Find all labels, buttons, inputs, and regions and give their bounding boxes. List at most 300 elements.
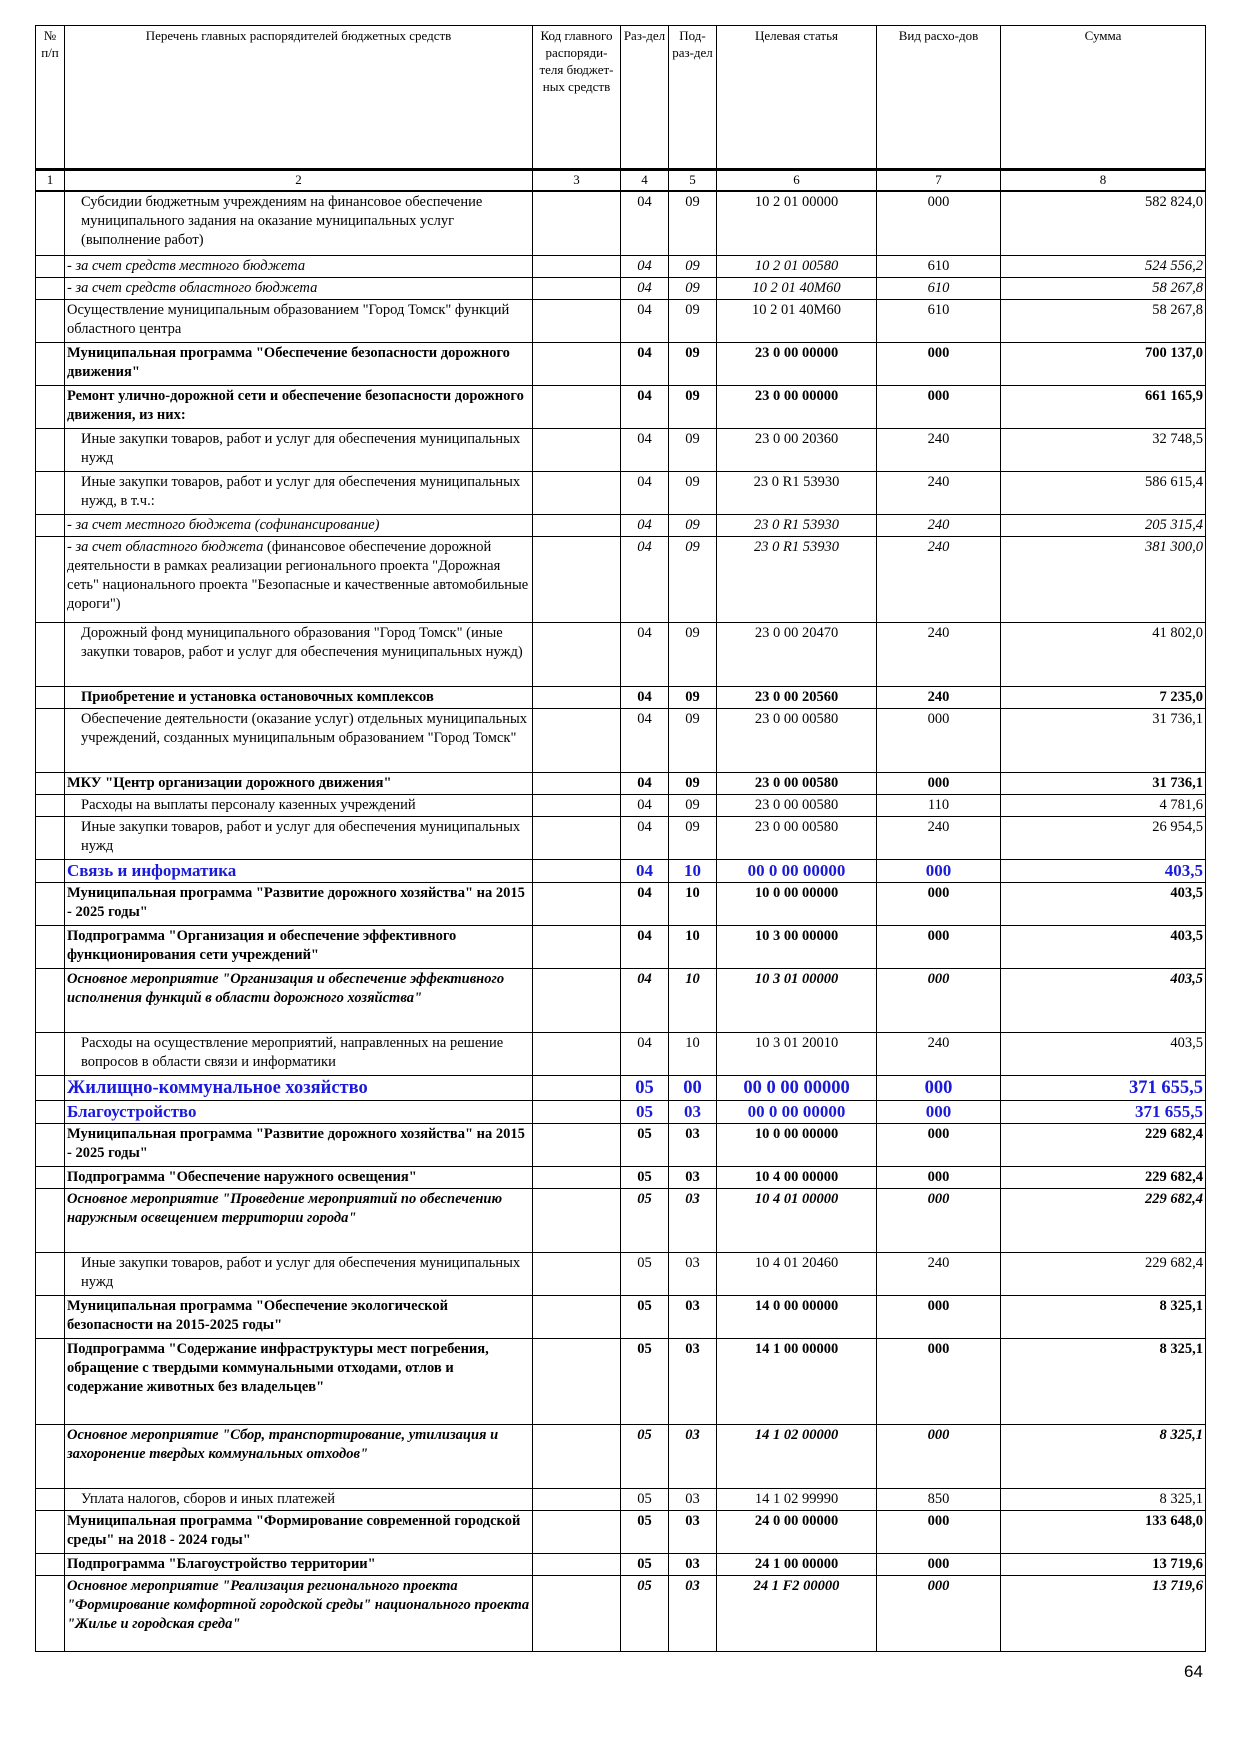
row-expense-type-cell: 000: [877, 1510, 1001, 1553]
row-number-cell: [36, 1075, 65, 1100]
row-sum-cell: 58 267,8: [1001, 277, 1206, 299]
row-target-article-cell: 00 0 00 00000: [717, 1100, 877, 1123]
row-name: Ремонт улично-дорожной сети и обеспечение безопасности дорожного движения, из них:: [67, 387, 524, 423]
row-sum-cell: 229 682,4: [1001, 1252, 1206, 1295]
column-number: 1: [36, 170, 65, 192]
table-row: [36, 299, 1206, 342]
row-expense-type-cell: 240: [877, 536, 1001, 622]
row-expense-type-cell: 000: [877, 1100, 1001, 1123]
header-sum: Сумма: [1001, 26, 1206, 170]
table-row: [36, 1510, 1206, 1553]
row-code-cell: [533, 1075, 621, 1100]
row-target-article-cell: 23 0 00 00580: [717, 772, 877, 794]
row-sum-cell: 205 315,4: [1001, 514, 1206, 536]
table-row: [36, 536, 1206, 622]
row-name: Муниципальная программа "Развитие дорожного хозяйства" на 2015 - 2025 годы": [67, 884, 525, 920]
row-name: Субсидии бюджетным учреждениям на финансовое обеспечение муниципального задания на оказание муниципальных услуг (выполнение работ): [81, 194, 483, 248]
row-name-cell: [65, 1295, 533, 1338]
row-sum-cell: 582 824,0: [1001, 191, 1206, 255]
row-target-article-cell: 24 1 00 00000: [717, 1553, 877, 1575]
table-row: [36, 1166, 1206, 1188]
table-row: [36, 1252, 1206, 1295]
row-number-cell: [36, 968, 65, 1032]
row-expense-type-cell: 240: [877, 471, 1001, 514]
row-target-article-cell: 23 0 00 00580: [717, 794, 877, 816]
row-expense-type-cell: 240: [877, 514, 1001, 536]
row-code-cell: [533, 514, 621, 536]
table-row: [36, 255, 1206, 277]
row-name-cell: [65, 622, 533, 686]
row-sum-cell: 31 736,1: [1001, 708, 1206, 772]
row-number-cell: [36, 816, 65, 859]
row-subsection-cell: 09: [669, 385, 717, 428]
row-number-cell: [36, 1488, 65, 1510]
row-code-cell: [533, 794, 621, 816]
row-expense-type-cell: 000: [877, 708, 1001, 772]
row-code-cell: [533, 1032, 621, 1075]
row-number-cell: [36, 514, 65, 536]
row-sum-cell: 403,5: [1001, 925, 1206, 968]
row-section-cell: 05: [621, 1488, 669, 1510]
row-name: Иные закупки товаров, работ и услуг для обеспечения муниципальных нужд: [81, 430, 521, 466]
row-name: Расходы на выплаты персоналу казенных учреждений: [81, 796, 416, 813]
row-target-article-cell: 23 0 00 00580: [717, 708, 877, 772]
row-number-cell: [36, 428, 65, 471]
table-row: [36, 968, 1206, 1032]
row-sum-cell: 661 165,9: [1001, 385, 1206, 428]
row-expense-type-cell: 850: [877, 1488, 1001, 1510]
row-sum-cell: 403,5: [1001, 882, 1206, 925]
row-target-article-cell: 10 3 01 20010: [717, 1032, 877, 1075]
row-subsection-cell: 09: [669, 277, 717, 299]
row-target-article-cell: 24 1 F2 00000: [717, 1575, 877, 1651]
row-subsection-cell: 10: [669, 882, 717, 925]
row-number-cell: [36, 1032, 65, 1075]
table-row: [36, 1424, 1206, 1488]
row-section-cell: 04: [621, 968, 669, 1032]
row-name-cell: [65, 1553, 533, 1575]
row-sum-cell: 26 954,5: [1001, 816, 1206, 859]
row-code-cell: [533, 1575, 621, 1651]
row-sum-cell: 4 781,6: [1001, 794, 1206, 816]
table-row: [36, 1100, 1206, 1123]
budget-table-sheet: [35, 25, 1205, 1652]
row-name: Муниципальная программа "Развитие дорожного хозяйства" на 2015 - 2025 годы": [67, 1125, 525, 1161]
row-target-article-cell: 10 2 01 00580: [717, 255, 877, 277]
row-subsection-cell: 10: [669, 1032, 717, 1075]
row-expense-type-cell: 240: [877, 622, 1001, 686]
row-number-cell: [36, 191, 65, 255]
row-sum-cell: 13 719,6: [1001, 1553, 1206, 1575]
table-row: [36, 1123, 1206, 1166]
header-target-article: Целевая статья: [717, 26, 877, 170]
row-name: - за счет средств областного бюджета: [67, 279, 318, 296]
row-code-cell: [533, 1338, 621, 1424]
row-target-article-cell: 10 3 00 00000: [717, 925, 877, 968]
row-code-cell: [533, 255, 621, 277]
row-code-cell: [533, 342, 621, 385]
row-name: Подпрограмма "Благоустройство территории": [67, 1555, 376, 1572]
row-name: Подпрограмма "Обеспечение наружного освещения": [67, 1168, 417, 1185]
row-code-cell: [533, 1252, 621, 1295]
row-section-cell: 05: [621, 1338, 669, 1424]
budget-table: [35, 25, 1206, 1652]
column-number: 2: [65, 170, 533, 192]
row-name-cell: [65, 794, 533, 816]
row-section-cell: 04: [621, 794, 669, 816]
header-subsection: Под-раз-дел: [669, 26, 717, 170]
table-row: [36, 428, 1206, 471]
row-target-article-cell: 14 1 02 99990: [717, 1488, 877, 1510]
row-subsection-cell: 09: [669, 342, 717, 385]
row-target-article-cell: 10 3 01 00000: [717, 968, 877, 1032]
table-row: [36, 1338, 1206, 1424]
row-target-article-cell: 14 0 00 00000: [717, 1295, 877, 1338]
row-subsection-cell: 10: [669, 925, 717, 968]
row-number-cell: [36, 1252, 65, 1295]
row-expense-type-cell: 110: [877, 794, 1001, 816]
row-section-cell: 04: [621, 772, 669, 794]
row-name: Подпрограмма "Организация и обеспечение эффективного функционирования сети учреждений": [67, 927, 457, 963]
row-section-cell: 04: [621, 255, 669, 277]
row-expense-type-cell: 000: [877, 1575, 1001, 1651]
row-number-cell: [36, 1575, 65, 1651]
row-name: - за счет местного бюджета (софинансирование): [67, 516, 380, 533]
row-number-cell: [36, 1553, 65, 1575]
row-name: Жилищно-коммунальное хозяйство: [67, 1077, 368, 1098]
row-subsection-cell: 09: [669, 794, 717, 816]
row-number-cell: [36, 1338, 65, 1424]
row-name-cell: [65, 968, 533, 1032]
table-row: [36, 514, 1206, 536]
row-name-cell: [65, 299, 533, 342]
row-name-cell: [65, 191, 533, 255]
row-code-cell: [533, 1100, 621, 1123]
row-expense-type-cell: 610: [877, 255, 1001, 277]
table-row: [36, 816, 1206, 859]
row-number-cell: [36, 342, 65, 385]
row-sum-cell: 403,5: [1001, 1032, 1206, 1075]
row-number-cell: [36, 622, 65, 686]
row-number-cell: [36, 925, 65, 968]
row-section-cell: 04: [621, 1032, 669, 1075]
row-section-cell: 04: [621, 686, 669, 708]
table-body: [36, 191, 1206, 1651]
row-name: МКУ "Центр организации дорожного движения": [67, 774, 392, 791]
row-subsection-cell: 09: [669, 471, 717, 514]
row-code-cell: [533, 859, 621, 882]
row-subsection-cell: 03: [669, 1553, 717, 1575]
row-subsection-cell: 09: [669, 536, 717, 622]
row-name-cell: [65, 816, 533, 859]
row-number-cell: [36, 1100, 65, 1123]
row-code-cell: [533, 536, 621, 622]
row-sum-cell: 8 325,1: [1001, 1424, 1206, 1488]
header-code: Код главного распоряди-теля бюджет-ных средств: [533, 26, 621, 170]
row-name-cell: [65, 1488, 533, 1510]
row-number-cell: [36, 299, 65, 342]
row-name-cell: [65, 925, 533, 968]
row-expense-type-cell: 240: [877, 1032, 1001, 1075]
row-name-cell: [65, 536, 533, 622]
row-sum-cell: 7 235,0: [1001, 686, 1206, 708]
row-sum-cell: 700 137,0: [1001, 342, 1206, 385]
row-subsection-cell: 09: [669, 514, 717, 536]
row-target-article-cell: 23 0 00 00000: [717, 385, 877, 428]
row-expense-type-cell: 240: [877, 1252, 1001, 1295]
row-expense-type-cell: 000: [877, 1166, 1001, 1188]
row-sum-cell: 31 736,1: [1001, 772, 1206, 794]
row-target-article-cell: 23 0 00 20560: [717, 686, 877, 708]
row-target-article-cell: 23 0 00 00580: [717, 816, 877, 859]
table-row: [36, 859, 1206, 882]
row-name-cell: [65, 686, 533, 708]
row-name-cell: [65, 1510, 533, 1553]
row-section-cell: 04: [621, 385, 669, 428]
row-name-cell: [65, 1338, 533, 1424]
row-target-article-cell: 14 1 00 00000: [717, 1338, 877, 1424]
table-row: [36, 1188, 1206, 1252]
row-name: Подпрограмма "Содержание инфраструктуры мест погребения, обращение с твердыми коммунальными отходами, отлов и содержание животных без владельцев": [67, 1340, 489, 1395]
row-target-article-cell: 23 0 00 20360: [717, 428, 877, 471]
row-expense-type-cell: 610: [877, 299, 1001, 342]
row-subsection-cell: 03: [669, 1252, 717, 1295]
row-code-cell: [533, 968, 621, 1032]
row-subsection-cell: 10: [669, 968, 717, 1032]
row-name: Расходы на осуществление мероприятий, направленных на решение вопросов в области связи и информатики: [81, 1034, 504, 1070]
row-name-tail: (финансовое обеспечение дорожной деятельности в рамках реализации регионального проекта "Дорожная сеть" национального проекта "Безопасные и качественные автомобильные дороги"): [67, 538, 529, 612]
row-section-cell: 05: [621, 1252, 669, 1295]
row-sum-cell: 229 682,4: [1001, 1123, 1206, 1166]
row-subsection-cell: 03: [669, 1338, 717, 1424]
table-row: [36, 794, 1206, 816]
row-name: Уплата налогов, сборов и иных платежей: [81, 1490, 335, 1507]
row-subsection-cell: 03: [669, 1295, 717, 1338]
row-expense-type-cell: 000: [877, 191, 1001, 255]
table-row: [36, 385, 1206, 428]
row-section-cell: 04: [621, 859, 669, 882]
header-recipients: Перечень главных распорядителей бюджетных средств: [65, 26, 533, 170]
row-subsection-cell: 10: [669, 859, 717, 882]
row-name: Иные закупки товаров, работ и услуг для обеспечения муниципальных нужд: [81, 1254, 521, 1290]
row-target-article-cell: 00 0 00 00000: [717, 1075, 877, 1100]
row-section-cell: 04: [621, 816, 669, 859]
column-number: 5: [669, 170, 717, 192]
row-target-article-cell: 10 4 01 20460: [717, 1252, 877, 1295]
row-code-cell: [533, 622, 621, 686]
row-name: Муниципальная программа "Обеспечение безопасности дорожного движения": [67, 344, 510, 380]
row-name-cell: [65, 1575, 533, 1651]
row-subsection-cell: 09: [669, 686, 717, 708]
column-number-row: [36, 170, 1206, 192]
row-name-cell: [65, 859, 533, 882]
row-section-cell: 04: [621, 191, 669, 255]
table-row: [36, 686, 1206, 708]
row-number-cell: [36, 385, 65, 428]
row-sum-cell: 8 325,1: [1001, 1338, 1206, 1424]
row-section-cell: 04: [621, 342, 669, 385]
row-name: Основное мероприятие "Сбор, транспортирование, утилизация и захоронение твердых коммунальных отходов": [67, 1426, 499, 1462]
row-name-cell: [65, 514, 533, 536]
row-sum-cell: 13 719,6: [1001, 1575, 1206, 1651]
row-code-cell: [533, 816, 621, 859]
row-expense-type-cell: 000: [877, 1188, 1001, 1252]
row-number-cell: [36, 255, 65, 277]
row-name: Муниципальная программа "Формирование современной городской среды" на 2018 - 2024 годы": [67, 1512, 521, 1548]
row-code-cell: [533, 1488, 621, 1510]
row-section-cell: 04: [621, 299, 669, 342]
row-name: Основное мероприятие "Организация и обеспечение эффективного исполнения функций в области дорожного хозяйства": [67, 970, 505, 1006]
row-sum-cell: 229 682,4: [1001, 1166, 1206, 1188]
table-row: [36, 471, 1206, 514]
row-section-cell: 05: [621, 1295, 669, 1338]
row-sum-cell: 133 648,0: [1001, 1510, 1206, 1553]
row-section-cell: 05: [621, 1575, 669, 1651]
row-number-cell: [36, 794, 65, 816]
row-name-cell: [65, 1075, 533, 1100]
row-name-cell: [65, 1123, 533, 1166]
row-subsection-cell: 03: [669, 1488, 717, 1510]
row-name-cell: [65, 1424, 533, 1488]
row-name: - за счет областного бюджета: [67, 538, 264, 555]
row-expense-type-cell: 000: [877, 385, 1001, 428]
row-expense-type-cell: 240: [877, 428, 1001, 471]
row-name-cell: [65, 471, 533, 514]
table-header-row: [36, 26, 1206, 170]
row-target-article-cell: 10 0 00 00000: [717, 882, 877, 925]
row-code-cell: [533, 277, 621, 299]
row-number-cell: [36, 471, 65, 514]
row-section-cell: 04: [621, 428, 669, 471]
table-row: [36, 1075, 1206, 1100]
row-section-cell: 05: [621, 1510, 669, 1553]
row-expense-type-cell: 000: [877, 1553, 1001, 1575]
row-target-article-cell: 23 0 R1 53930: [717, 471, 877, 514]
row-section-cell: 04: [621, 536, 669, 622]
column-number: 8: [1001, 170, 1206, 192]
row-name: Дорожный фонд муниципального образования "Город Томск" (иные закупки товаров, работ и услуг для обеспечения муниципальных нужд): [81, 624, 523, 660]
column-number: 6: [717, 170, 877, 192]
row-expense-type-cell: 000: [877, 1123, 1001, 1166]
row-name: Основное мероприятие "Проведение мероприятий по обеспечению наружным освещением территории города": [67, 1190, 503, 1226]
row-name: Муниципальная программа "Обеспечение экологической безопасности на 2015-2025 годы": [67, 1297, 448, 1333]
row-number-cell: [36, 708, 65, 772]
row-name-cell: [65, 1188, 533, 1252]
row-subsection-cell: 09: [669, 191, 717, 255]
row-section-cell: 04: [621, 514, 669, 536]
row-code-cell: [533, 772, 621, 794]
row-number-cell: [36, 1424, 65, 1488]
row-expense-type-cell: 000: [877, 772, 1001, 794]
row-name: Иные закупки товаров, работ и услуг для обеспечения муниципальных нужд, в т.ч.:: [81, 473, 521, 509]
row-name-cell: [65, 277, 533, 299]
row-code-cell: [533, 708, 621, 772]
row-expense-type-cell: 000: [877, 1295, 1001, 1338]
row-subsection-cell: 09: [669, 622, 717, 686]
row-code-cell: [533, 428, 621, 471]
row-sum-cell: 403,5: [1001, 968, 1206, 1032]
row-expense-type-cell: 000: [877, 925, 1001, 968]
row-name-cell: [65, 708, 533, 772]
row-name: Осуществление муниципальным образованием "Город Томск" функций областного центра: [67, 301, 510, 337]
table-row: [36, 191, 1206, 255]
row-code-cell: [533, 882, 621, 925]
row-subsection-cell: 09: [669, 708, 717, 772]
row-subsection-cell: 09: [669, 428, 717, 471]
row-code-cell: [533, 1123, 621, 1166]
row-subsection-cell: 03: [669, 1188, 717, 1252]
table-row: [36, 277, 1206, 299]
row-name-cell: [65, 1032, 533, 1075]
row-sum-cell: 41 802,0: [1001, 622, 1206, 686]
row-section-cell: 05: [621, 1424, 669, 1488]
row-expense-type-cell: 000: [877, 342, 1001, 385]
row-target-article-cell: 23 0 R1 53930: [717, 536, 877, 622]
row-section-cell: 04: [621, 882, 669, 925]
table-row: [36, 925, 1206, 968]
header-expense-type: Вид расхо-дов: [877, 26, 1001, 170]
table-row: [36, 1295, 1206, 1338]
row-name: Благоустройство: [67, 1101, 197, 1121]
table-row: [36, 882, 1206, 925]
row-sum-cell: 381 300,0: [1001, 536, 1206, 622]
row-sum-cell: 403,5: [1001, 859, 1206, 882]
row-target-article-cell: 24 0 00 00000: [717, 1510, 877, 1553]
table-row: [36, 1032, 1206, 1075]
row-name-cell: [65, 882, 533, 925]
row-section-cell: 04: [621, 277, 669, 299]
row-sum-cell: 371 655,5: [1001, 1100, 1206, 1123]
row-expense-type-cell: 000: [877, 968, 1001, 1032]
row-target-article-cell: 10 2 01 40М60: [717, 299, 877, 342]
table-row: [36, 1488, 1206, 1510]
row-code-cell: [533, 1424, 621, 1488]
row-section-cell: 05: [621, 1100, 669, 1123]
row-target-article-cell: 10 4 00 00000: [717, 1166, 877, 1188]
row-subsection-cell: 09: [669, 816, 717, 859]
row-expense-type-cell: 240: [877, 686, 1001, 708]
row-code-cell: [533, 385, 621, 428]
row-subsection-cell: 03: [669, 1123, 717, 1166]
header-number: № п/п: [36, 26, 65, 170]
row-target-article-cell: 10 2 01 00000: [717, 191, 877, 255]
row-name-cell: [65, 772, 533, 794]
row-number-cell: [36, 536, 65, 622]
row-target-article-cell: 10 4 01 00000: [717, 1188, 877, 1252]
header-section: Раз-дел: [621, 26, 669, 170]
row-subsection-cell: 00: [669, 1075, 717, 1100]
row-section-cell: 05: [621, 1123, 669, 1166]
row-code-cell: [533, 299, 621, 342]
row-number-cell: [36, 882, 65, 925]
row-number-cell: [36, 1123, 65, 1166]
row-number-cell: [36, 1188, 65, 1252]
table-row: [36, 342, 1206, 385]
row-number-cell: [36, 686, 65, 708]
row-code-cell: [533, 1553, 621, 1575]
row-name: - за счет средств местного бюджета: [67, 257, 306, 274]
row-name-cell: [65, 1100, 533, 1123]
row-subsection-cell: 03: [669, 1510, 717, 1553]
table-row: [36, 772, 1206, 794]
row-subsection-cell: 09: [669, 772, 717, 794]
row-name-cell: [65, 342, 533, 385]
table-row: [36, 622, 1206, 686]
row-subsection-cell: 09: [669, 255, 717, 277]
column-number: 7: [877, 170, 1001, 192]
row-code-cell: [533, 191, 621, 255]
row-name: Основное мероприятие "Реализация регионального проекта "Формирование комфортной городской среды" национального проекта "Жилье и городская среда": [67, 1577, 530, 1632]
